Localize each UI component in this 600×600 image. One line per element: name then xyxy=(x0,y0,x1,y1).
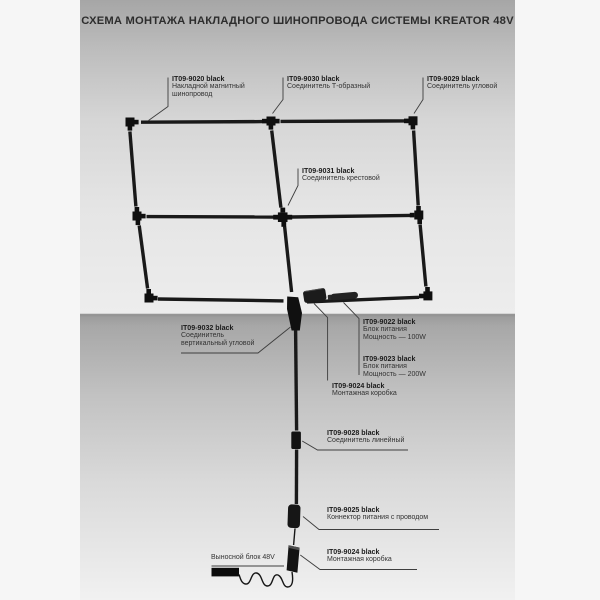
label-psu-200w-desc: Блок питания xyxy=(363,363,407,370)
title-line-1: СХЕМА МОНТАЖА НАКЛАДНОГО ШИНОПРОВОДА xyxy=(81,15,368,27)
label-track xyxy=(172,75,245,99)
power-connector-icon xyxy=(287,504,300,528)
linear-connector-icon xyxy=(291,432,301,450)
label-psu-100w-power: Мощность — 100W xyxy=(363,334,426,341)
label-mounting-box-bottom-code: IT09-9024 black xyxy=(327,548,380,556)
label-remote-block-text: Выносной блок 48V xyxy=(211,554,275,561)
corner-connector-top-left-icon xyxy=(126,118,139,131)
corner-connector-bottom-right-icon xyxy=(419,287,432,300)
vertical-corner-connector-icon xyxy=(287,297,302,331)
label-linear-connector-desc: Соединитель линейный xyxy=(327,437,405,444)
label-psu-100w-code: IT09-9022 black xyxy=(363,318,416,326)
label-power-connector-code: IT09-9025 black xyxy=(327,506,380,514)
label-mounting-box-bottom-desc: Монтажная коробка xyxy=(327,556,392,563)
label-linear-connector-code: IT09-9028 black xyxy=(327,429,380,437)
wall-track-run xyxy=(287,330,301,573)
power-cord-icon xyxy=(239,572,293,587)
label-mounting-box-top xyxy=(332,382,397,398)
t-connector-right-icon xyxy=(410,206,424,224)
corner-connector-bottom-left-icon xyxy=(145,289,158,303)
label-cross-connector xyxy=(302,167,380,183)
label-corner-connector xyxy=(427,75,497,91)
t-connector-top-icon xyxy=(262,117,280,130)
remote-48v-block-icon xyxy=(212,568,240,577)
label-corner-connector-code: IT09-9029 black xyxy=(427,75,480,83)
label-remote-block xyxy=(211,554,275,562)
label-linear-connector xyxy=(327,429,404,445)
label-mounting-box-top-code: IT09-9024 black xyxy=(332,382,385,390)
label-mounting-box-top-desc: Монтажная коробка xyxy=(332,390,397,397)
label-cross-connector-desc: Соединитель крестовой xyxy=(302,175,380,182)
cross-connector-icon xyxy=(273,208,292,227)
label-psu-100w xyxy=(363,318,426,342)
t-connector-left-icon xyxy=(133,207,146,225)
label-vertical-corner-connector-desc2: вертикальный угловой xyxy=(181,340,255,347)
label-mounting-box-bottom xyxy=(327,548,392,564)
label-power-connector xyxy=(327,506,428,522)
label-t-connector-code: IT09-9030 black xyxy=(287,75,340,83)
label-corner-connector-desc: Соединитель угловой xyxy=(427,83,498,90)
label-vertical-corner-connector xyxy=(181,324,254,348)
label-track-desc: Накладной магнитный xyxy=(172,83,245,90)
label-psu-200w xyxy=(363,355,426,379)
track-rails xyxy=(130,121,426,302)
label-psu-100w-desc: Блок питания xyxy=(363,326,407,333)
label-power-connector-desc: Коннектор питания с проводом xyxy=(327,514,429,521)
label-vertical-corner-connector-desc: Соединитель xyxy=(181,332,224,339)
label-cross-connector-code: IT09-9031 black xyxy=(302,167,355,175)
label-t-connector xyxy=(287,75,370,91)
title-line-2: СИСТЕМЫ KREATOR 48V xyxy=(371,15,514,27)
corner-connector-top-right-icon xyxy=(404,116,418,129)
label-track-desc2: шинопровод xyxy=(172,91,213,98)
label-vertical-corner-connector-code: IT09-9032 black xyxy=(181,324,234,332)
label-psu-200w-code: IT09-9023 black xyxy=(363,355,416,363)
label-psu-200w-power: Мощность — 200W xyxy=(363,371,426,378)
label-t-connector-desc: Соединитель Т-образный xyxy=(287,83,371,90)
label-track-code: IT09-9020 black xyxy=(172,75,225,83)
